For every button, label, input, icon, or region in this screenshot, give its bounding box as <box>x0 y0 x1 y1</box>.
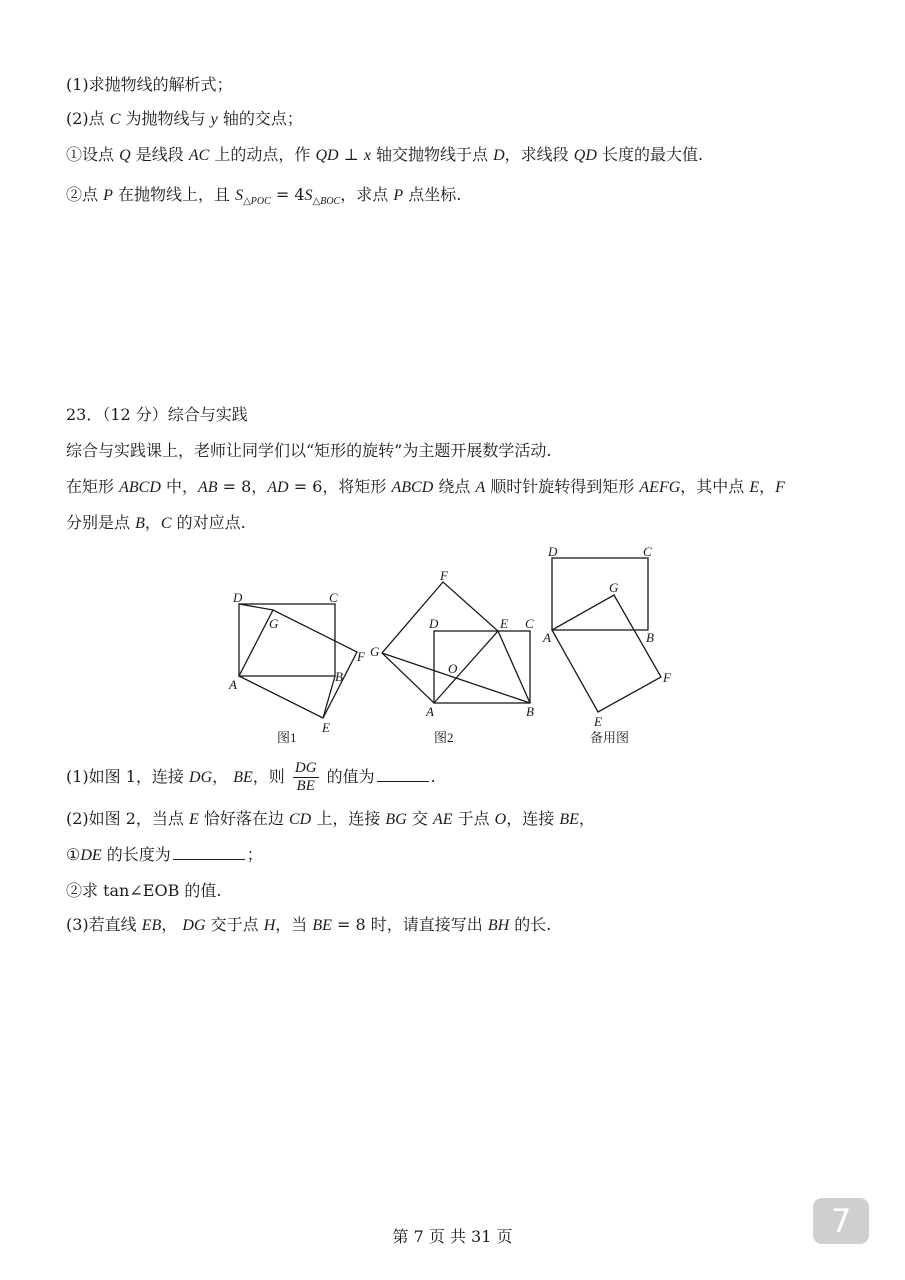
q22-part2-sub2: ②点 P 在抛物线上，且 $S_{\triangle POC} = 4S_{\triangle BOC}$，求点 P 点坐标. <box>66 185 462 208</box>
fig2-label-c: C <box>525 616 534 631</box>
fig1-label-d: D <box>233 590 243 605</box>
q23-intro: 综合与实践课上，老师让同学们以“矩形的旋转”为主题开展数学活动. <box>66 441 552 460</box>
q23-part2: (2)如图 2，当点 E 恰好落在边 CD 上，连接 BG 交 AE 于点 O，连接 BE， <box>66 809 595 828</box>
q23-part1: (1)如图 1，连接 DG， BE，则 $\frac{DG}{BE}$ 的值为 . <box>66 760 436 794</box>
fig2-label-o: O <box>448 661 458 676</box>
figure-3 <box>552 558 661 712</box>
fig2-label-f: F <box>440 568 448 583</box>
fig3-labels <box>542 544 672 745</box>
fig1-rect-aefg <box>239 610 357 718</box>
fig2-label-g: G <box>370 644 380 659</box>
fig3-label-e: E <box>594 714 602 729</box>
geometry-figures <box>0 540 905 750</box>
page-number-badge: 7 <box>813 1198 869 1244</box>
fig3-label-b: B <box>646 630 654 645</box>
q23-part2-sub2: ②求 tan∠EOB 的值. <box>66 881 222 900</box>
fig2-caption: 图2 <box>434 730 454 745</box>
answer-blank-1 <box>377 767 429 782</box>
fig1-labels <box>228 590 366 745</box>
fig1-label-g: G <box>269 616 279 631</box>
fig1-label-b: B <box>335 669 343 684</box>
fig3-label-a: A <box>543 630 551 645</box>
fig1-caption: 图1 <box>277 730 297 745</box>
fig3-label-c: C <box>643 544 652 559</box>
fig3-label-f: F <box>663 670 671 685</box>
page-footer: 第 7 页 共 31 页 <box>392 1227 513 1246</box>
q23-part3: (3)若直线 EB， DG 交于点 H，当 BE = 8 时，请直接写出 BH 的长. <box>66 915 552 934</box>
q23-heading: 23．（12 分）综合与实践 <box>66 405 248 424</box>
fig1-label-e: E <box>322 720 330 735</box>
fig3-label-d: D <box>548 544 558 559</box>
fig1-label-a: A <box>229 677 237 692</box>
fig2-label-b: B <box>526 704 534 719</box>
fig1-segment-dg <box>239 604 273 610</box>
fig1-rect-abcd <box>239 604 335 676</box>
fig2-label-e: E <box>500 616 508 631</box>
fig1-label-c: C <box>329 590 338 605</box>
fig3-caption: 备用图 <box>590 730 630 745</box>
figure-1 <box>239 604 357 718</box>
fig2-segment-be <box>498 631 530 703</box>
fig1-label-f: F <box>357 649 365 664</box>
fig2-label-d: D <box>429 616 439 631</box>
dg-over-be-fraction: $\frac{DG}{BE}$ <box>294 760 317 794</box>
q23-part2-sub1: ①DE 的长度为 ； <box>66 845 263 864</box>
fig2-rect-aefg <box>382 582 498 703</box>
q23-given-cont: 分别是点 B，C 的对应点. <box>66 513 246 532</box>
q22-part2: (2)点 C 为抛物线与 y 轴的交点； <box>66 109 303 128</box>
fig3-rect-abcd <box>552 558 648 630</box>
q22-part2-sub1: ①设点 Q 是线段 AC 上的动点，作 QD ⊥ x 轴交抛物线于点 D，求线段 QD 长度的最大值. <box>66 145 704 164</box>
fig3-label-g: G <box>609 580 619 595</box>
answer-blank-2 <box>173 845 245 860</box>
figure-2 <box>382 582 530 703</box>
fig2-label-a: A <box>426 704 434 719</box>
fig3-rect-aefg <box>552 595 661 712</box>
q23-given: 在矩形 ABCD 中，AB = 8，AD = 6，将矩形 ABCD 绕点 A 顺时针旋转得到矩形 AEFG，其中点 E，F <box>66 477 785 496</box>
q22-part1: (1)求抛物线的解析式； <box>66 75 233 94</box>
